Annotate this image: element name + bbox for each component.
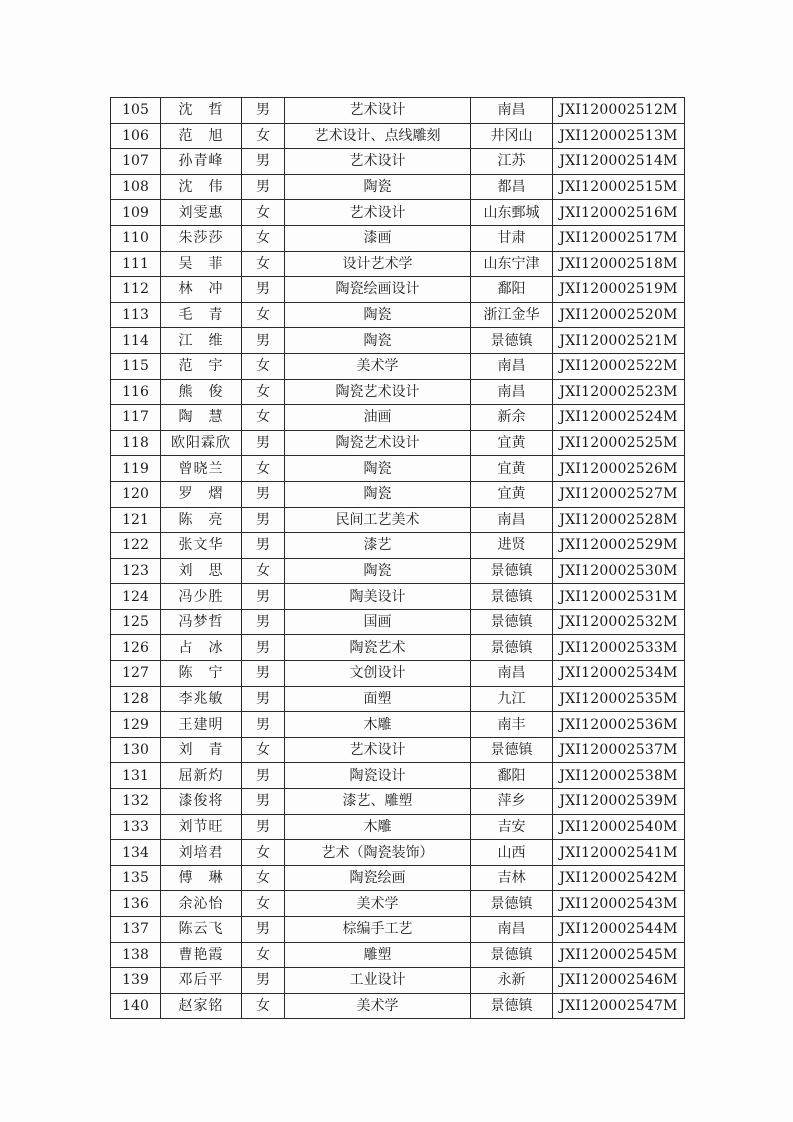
specialty-cell: 漆艺 (285, 533, 471, 559)
hometown-cell: 南昌 (471, 98, 553, 124)
row-number-cell: 117 (111, 405, 161, 431)
table-row (111, 763, 685, 789)
person-name-cell: 朱莎莎 (161, 225, 242, 251)
gender-cell: 女 (242, 891, 285, 917)
table-row (111, 430, 685, 456)
table-row (111, 405, 685, 431)
certificate-id-cell: JXI120002535M (553, 686, 685, 712)
certificate-id-cell: JXI120002537M (553, 737, 685, 763)
table-row (111, 814, 685, 840)
person-name-cell: 屈新灼 (161, 763, 242, 789)
person-name-cell: 范 旭 (161, 123, 242, 149)
specialty-cell: 陶瓷艺术设计 (285, 430, 471, 456)
row-number-cell: 123 (111, 558, 161, 584)
person-name-cell: 沈 哲 (161, 98, 242, 124)
row-number-cell: 110 (111, 225, 161, 251)
table-row (111, 661, 685, 687)
person-name-cell: 沈 伟 (161, 174, 242, 200)
row-number-cell: 139 (111, 968, 161, 994)
row-number-cell: 136 (111, 891, 161, 917)
person-name-cell: 吴 菲 (161, 251, 242, 277)
gender-cell: 男 (242, 814, 285, 840)
gender-cell: 男 (242, 609, 285, 635)
row-number-cell: 124 (111, 584, 161, 610)
person-name-cell: 冯梦哲 (161, 609, 242, 635)
table-row (111, 609, 685, 635)
gender-cell: 女 (242, 123, 285, 149)
row-number-cell: 120 (111, 481, 161, 507)
row-number-cell: 128 (111, 686, 161, 712)
certificate-id-cell: JXI120002527M (553, 481, 685, 507)
row-number-cell: 129 (111, 712, 161, 738)
hometown-cell: 山东鄄城 (471, 200, 553, 226)
certificate-id-cell: JXI120002543M (553, 891, 685, 917)
certificate-id-cell: JXI120002536M (553, 712, 685, 738)
specialty-cell: 陶瓷艺术设计 (285, 379, 471, 405)
specialty-cell: 棕编手工艺 (285, 917, 471, 943)
specialty-cell: 陶瓷 (285, 456, 471, 482)
gender-cell: 男 (242, 917, 285, 943)
certificate-id-cell: JXI120002533M (553, 635, 685, 661)
person-name-cell: 熊 俊 (161, 379, 242, 405)
specialty-cell: 漆艺、雕塑 (285, 789, 471, 815)
hometown-cell: 景德镇 (471, 635, 553, 661)
gender-cell: 女 (242, 865, 285, 891)
gender-cell: 女 (242, 379, 285, 405)
specialty-cell: 艺术设计 (285, 200, 471, 226)
table-row (111, 225, 685, 251)
hometown-cell: 江苏 (471, 149, 553, 175)
specialty-cell: 国画 (285, 609, 471, 635)
table-row (111, 379, 685, 405)
certificate-id-cell: JXI120002539M (553, 789, 685, 815)
table-row (111, 686, 685, 712)
row-number-cell: 118 (111, 430, 161, 456)
row-number-cell: 127 (111, 661, 161, 687)
certificate-id-cell: JXI120002546M (553, 968, 685, 994)
gender-cell: 女 (242, 456, 285, 482)
specialty-cell: 陶美设计 (285, 584, 471, 610)
row-number-cell: 134 (111, 840, 161, 866)
specialty-cell: 民间工艺美术 (285, 507, 471, 533)
hometown-cell: 景德镇 (471, 737, 553, 763)
specialty-cell: 陶瓷 (285, 558, 471, 584)
gender-cell: 男 (242, 481, 285, 507)
person-name-cell: 刘 青 (161, 737, 242, 763)
table-row (111, 328, 685, 354)
certificate-id-cell: JXI120002520M (553, 302, 685, 328)
certificate-id-cell: JXI120002538M (553, 763, 685, 789)
row-number-cell: 111 (111, 251, 161, 277)
hometown-cell: 南昌 (471, 379, 553, 405)
gender-cell: 女 (242, 225, 285, 251)
hometown-cell: 都昌 (471, 174, 553, 200)
hometown-cell: 南昌 (471, 353, 553, 379)
hometown-cell: 南昌 (471, 507, 553, 533)
row-number-cell: 105 (111, 98, 161, 124)
table-row (111, 456, 685, 482)
person-name-cell: 刘培君 (161, 840, 242, 866)
row-number-cell: 132 (111, 789, 161, 815)
hometown-cell: 鄱阳 (471, 277, 553, 303)
hometown-cell: 山东宁津 (471, 251, 553, 277)
person-name-cell: 张文华 (161, 533, 242, 559)
gender-cell: 女 (242, 200, 285, 226)
gender-cell: 女 (242, 737, 285, 763)
table-row (111, 942, 685, 968)
person-name-cell: 刘雯惠 (161, 200, 242, 226)
gender-cell: 男 (242, 149, 285, 175)
certificate-id-cell: JXI120002516M (553, 200, 685, 226)
row-number-cell: 112 (111, 277, 161, 303)
hometown-cell: 景德镇 (471, 584, 553, 610)
row-number-cell: 121 (111, 507, 161, 533)
hometown-cell: 新余 (471, 405, 553, 431)
row-number-cell: 108 (111, 174, 161, 200)
gender-cell: 男 (242, 661, 285, 687)
table-row (111, 993, 685, 1019)
gender-cell: 男 (242, 98, 285, 124)
table-row (111, 635, 685, 661)
gender-cell: 男 (242, 763, 285, 789)
specialty-cell: 油画 (285, 405, 471, 431)
person-name-cell: 傅 琳 (161, 865, 242, 891)
row-number-cell: 140 (111, 993, 161, 1019)
gender-cell: 男 (242, 584, 285, 610)
certificate-id-cell: JXI120002530M (553, 558, 685, 584)
row-number-cell: 106 (111, 123, 161, 149)
gender-cell: 男 (242, 430, 285, 456)
row-number-cell: 119 (111, 456, 161, 482)
specialty-cell: 艺术设计、点线雕刻 (285, 123, 471, 149)
table-row (111, 840, 685, 866)
specialty-cell: 陶瓷 (285, 174, 471, 200)
row-number-cell: 116 (111, 379, 161, 405)
specialty-cell: 美术学 (285, 993, 471, 1019)
row-number-cell: 133 (111, 814, 161, 840)
specialty-cell: 陶瓷 (285, 328, 471, 354)
certificate-id-cell: JXI120002526M (553, 456, 685, 482)
specialty-cell: 工业设计 (285, 968, 471, 994)
row-number-cell: 114 (111, 328, 161, 354)
person-name-cell: 欧阳霖欣 (161, 430, 242, 456)
row-number-cell: 109 (111, 200, 161, 226)
person-name-cell: 陈云飞 (161, 917, 242, 943)
gender-cell: 男 (242, 507, 285, 533)
certificate-id-cell: JXI120002524M (553, 405, 685, 431)
hometown-cell: 永新 (471, 968, 553, 994)
certificate-id-cell: JXI120002522M (553, 353, 685, 379)
table-row (111, 174, 685, 200)
table-row (111, 584, 685, 610)
certificate-id-cell: JXI120002514M (553, 149, 685, 175)
certificate-id-cell: JXI120002518M (553, 251, 685, 277)
hometown-cell: 南丰 (471, 712, 553, 738)
person-name-cell: 陈 宁 (161, 661, 242, 687)
hometown-cell: 浙江金华 (471, 302, 553, 328)
person-name-cell: 王建明 (161, 712, 242, 738)
specialty-cell: 雕塑 (285, 942, 471, 968)
table-row (111, 968, 685, 994)
person-name-cell: 冯少胜 (161, 584, 242, 610)
specialty-cell: 美术学 (285, 891, 471, 917)
certificate-id-cell: JXI120002519M (553, 277, 685, 303)
specialty-cell: 艺术（陶瓷装饰） (285, 840, 471, 866)
table-row (111, 123, 685, 149)
hometown-cell: 南昌 (471, 917, 553, 943)
person-name-cell: 罗 熠 (161, 481, 242, 507)
person-name-cell: 林 冲 (161, 277, 242, 303)
hometown-cell: 景德镇 (471, 942, 553, 968)
table-row (111, 789, 685, 815)
specialty-cell: 艺术设计 (285, 98, 471, 124)
table-row (111, 712, 685, 738)
row-number-cell: 115 (111, 353, 161, 379)
table-row (111, 353, 685, 379)
specialty-cell: 漆画 (285, 225, 471, 251)
gender-cell: 男 (242, 533, 285, 559)
certificate-id-cell: JXI120002532M (553, 609, 685, 635)
roster-table (110, 97, 685, 1019)
certificate-id-cell: JXI120002542M (553, 865, 685, 891)
gender-cell: 男 (242, 277, 285, 303)
gender-cell: 女 (242, 353, 285, 379)
row-number-cell: 135 (111, 865, 161, 891)
specialty-cell: 陶瓷绘画设计 (285, 277, 471, 303)
row-number-cell: 126 (111, 635, 161, 661)
certificate-id-cell: JXI120002525M (553, 430, 685, 456)
gender-cell: 女 (242, 405, 285, 431)
gender-cell: 女 (242, 840, 285, 866)
hometown-cell: 宜黄 (471, 430, 553, 456)
gender-cell: 女 (242, 558, 285, 584)
certificate-id-cell: JXI120002534M (553, 661, 685, 687)
gender-cell: 女 (242, 993, 285, 1019)
table-row (111, 149, 685, 175)
row-number-cell: 122 (111, 533, 161, 559)
person-name-cell: 陈 亮 (161, 507, 242, 533)
specialty-cell: 面塑 (285, 686, 471, 712)
row-number-cell: 130 (111, 737, 161, 763)
person-name-cell: 范 宇 (161, 353, 242, 379)
person-name-cell: 毛 青 (161, 302, 242, 328)
hometown-cell: 甘肃 (471, 225, 553, 251)
hometown-cell: 进贤 (471, 533, 553, 559)
table-row (111, 277, 685, 303)
certificate-id-cell: JXI120002523M (553, 379, 685, 405)
person-name-cell: 曹艳霞 (161, 942, 242, 968)
table-row (111, 891, 685, 917)
specialty-cell: 艺术设计 (285, 737, 471, 763)
hometown-cell: 鄱阳 (471, 763, 553, 789)
hometown-cell: 景德镇 (471, 993, 553, 1019)
person-name-cell: 陶 慧 (161, 405, 242, 431)
person-name-cell: 曾晓兰 (161, 456, 242, 482)
gender-cell: 男 (242, 789, 285, 815)
gender-cell: 男 (242, 968, 285, 994)
hometown-cell: 九江 (471, 686, 553, 712)
certificate-id-cell: JXI120002528M (553, 507, 685, 533)
certificate-id-cell: JXI120002515M (553, 174, 685, 200)
table-row (111, 507, 685, 533)
gender-cell: 女 (242, 942, 285, 968)
person-name-cell: 余沁怡 (161, 891, 242, 917)
certificate-id-cell: JXI120002540M (553, 814, 685, 840)
table-row (111, 558, 685, 584)
person-name-cell: 邓后平 (161, 968, 242, 994)
gender-cell: 男 (242, 635, 285, 661)
row-number-cell: 125 (111, 609, 161, 635)
row-number-cell: 113 (111, 302, 161, 328)
table-row (111, 251, 685, 277)
person-name-cell: 李兆敏 (161, 686, 242, 712)
specialty-cell: 木雕 (285, 814, 471, 840)
person-name-cell: 刘节旺 (161, 814, 242, 840)
certificate-id-cell: JXI120002547M (553, 993, 685, 1019)
hometown-cell: 景德镇 (471, 328, 553, 354)
roster-body (111, 98, 685, 1019)
table-row (111, 737, 685, 763)
person-name-cell: 刘 思 (161, 558, 242, 584)
hometown-cell: 吉安 (471, 814, 553, 840)
hometown-cell: 宜黄 (471, 456, 553, 482)
specialty-cell: 陶瓷艺术 (285, 635, 471, 661)
hometown-cell: 吉林 (471, 865, 553, 891)
specialty-cell: 设计艺术学 (285, 251, 471, 277)
hometown-cell: 山西 (471, 840, 553, 866)
table-row (111, 481, 685, 507)
row-number-cell: 131 (111, 763, 161, 789)
certificate-id-cell: JXI120002531M (553, 584, 685, 610)
specialty-cell: 陶瓷 (285, 302, 471, 328)
certificate-id-cell: JXI120002517M (553, 225, 685, 251)
gender-cell: 男 (242, 686, 285, 712)
table-row (111, 917, 685, 943)
specialty-cell: 美术学 (285, 353, 471, 379)
hometown-cell: 景德镇 (471, 891, 553, 917)
gender-cell: 男 (242, 328, 285, 354)
hometown-cell: 宜黄 (471, 481, 553, 507)
table-row (111, 533, 685, 559)
certificate-id-cell: JXI120002545M (553, 942, 685, 968)
person-name-cell: 赵家铭 (161, 993, 242, 1019)
certificate-id-cell: JXI120002541M (553, 840, 685, 866)
hometown-cell: 萍乡 (471, 789, 553, 815)
specialty-cell: 陶瓷 (285, 481, 471, 507)
hometown-cell: 南昌 (471, 661, 553, 687)
row-number-cell: 137 (111, 917, 161, 943)
person-name-cell: 孙青峰 (161, 149, 242, 175)
table-row (111, 302, 685, 328)
gender-cell: 女 (242, 302, 285, 328)
person-name-cell: 占 冰 (161, 635, 242, 661)
person-name-cell: 江 维 (161, 328, 242, 354)
specialty-cell: 木雕 (285, 712, 471, 738)
row-number-cell: 138 (111, 942, 161, 968)
certificate-id-cell: JXI120002521M (553, 328, 685, 354)
specialty-cell: 陶瓷绘画 (285, 865, 471, 891)
specialty-cell: 陶瓷设计 (285, 763, 471, 789)
certificate-id-cell: JXI120002544M (553, 917, 685, 943)
table-row (111, 200, 685, 226)
hometown-cell: 井冈山 (471, 123, 553, 149)
certificate-id-cell: JXI120002513M (553, 123, 685, 149)
specialty-cell: 文创设计 (285, 661, 471, 687)
table-row (111, 98, 685, 124)
gender-cell: 女 (242, 251, 285, 277)
gender-cell: 男 (242, 712, 285, 738)
gender-cell: 男 (242, 174, 285, 200)
table-row (111, 865, 685, 891)
person-name-cell: 漆俊将 (161, 789, 242, 815)
hometown-cell: 景德镇 (471, 558, 553, 584)
certificate-id-cell: JXI120002512M (553, 98, 685, 124)
specialty-cell: 艺术设计 (285, 149, 471, 175)
certificate-id-cell: JXI120002529M (553, 533, 685, 559)
hometown-cell: 景德镇 (471, 609, 553, 635)
row-number-cell: 107 (111, 149, 161, 175)
